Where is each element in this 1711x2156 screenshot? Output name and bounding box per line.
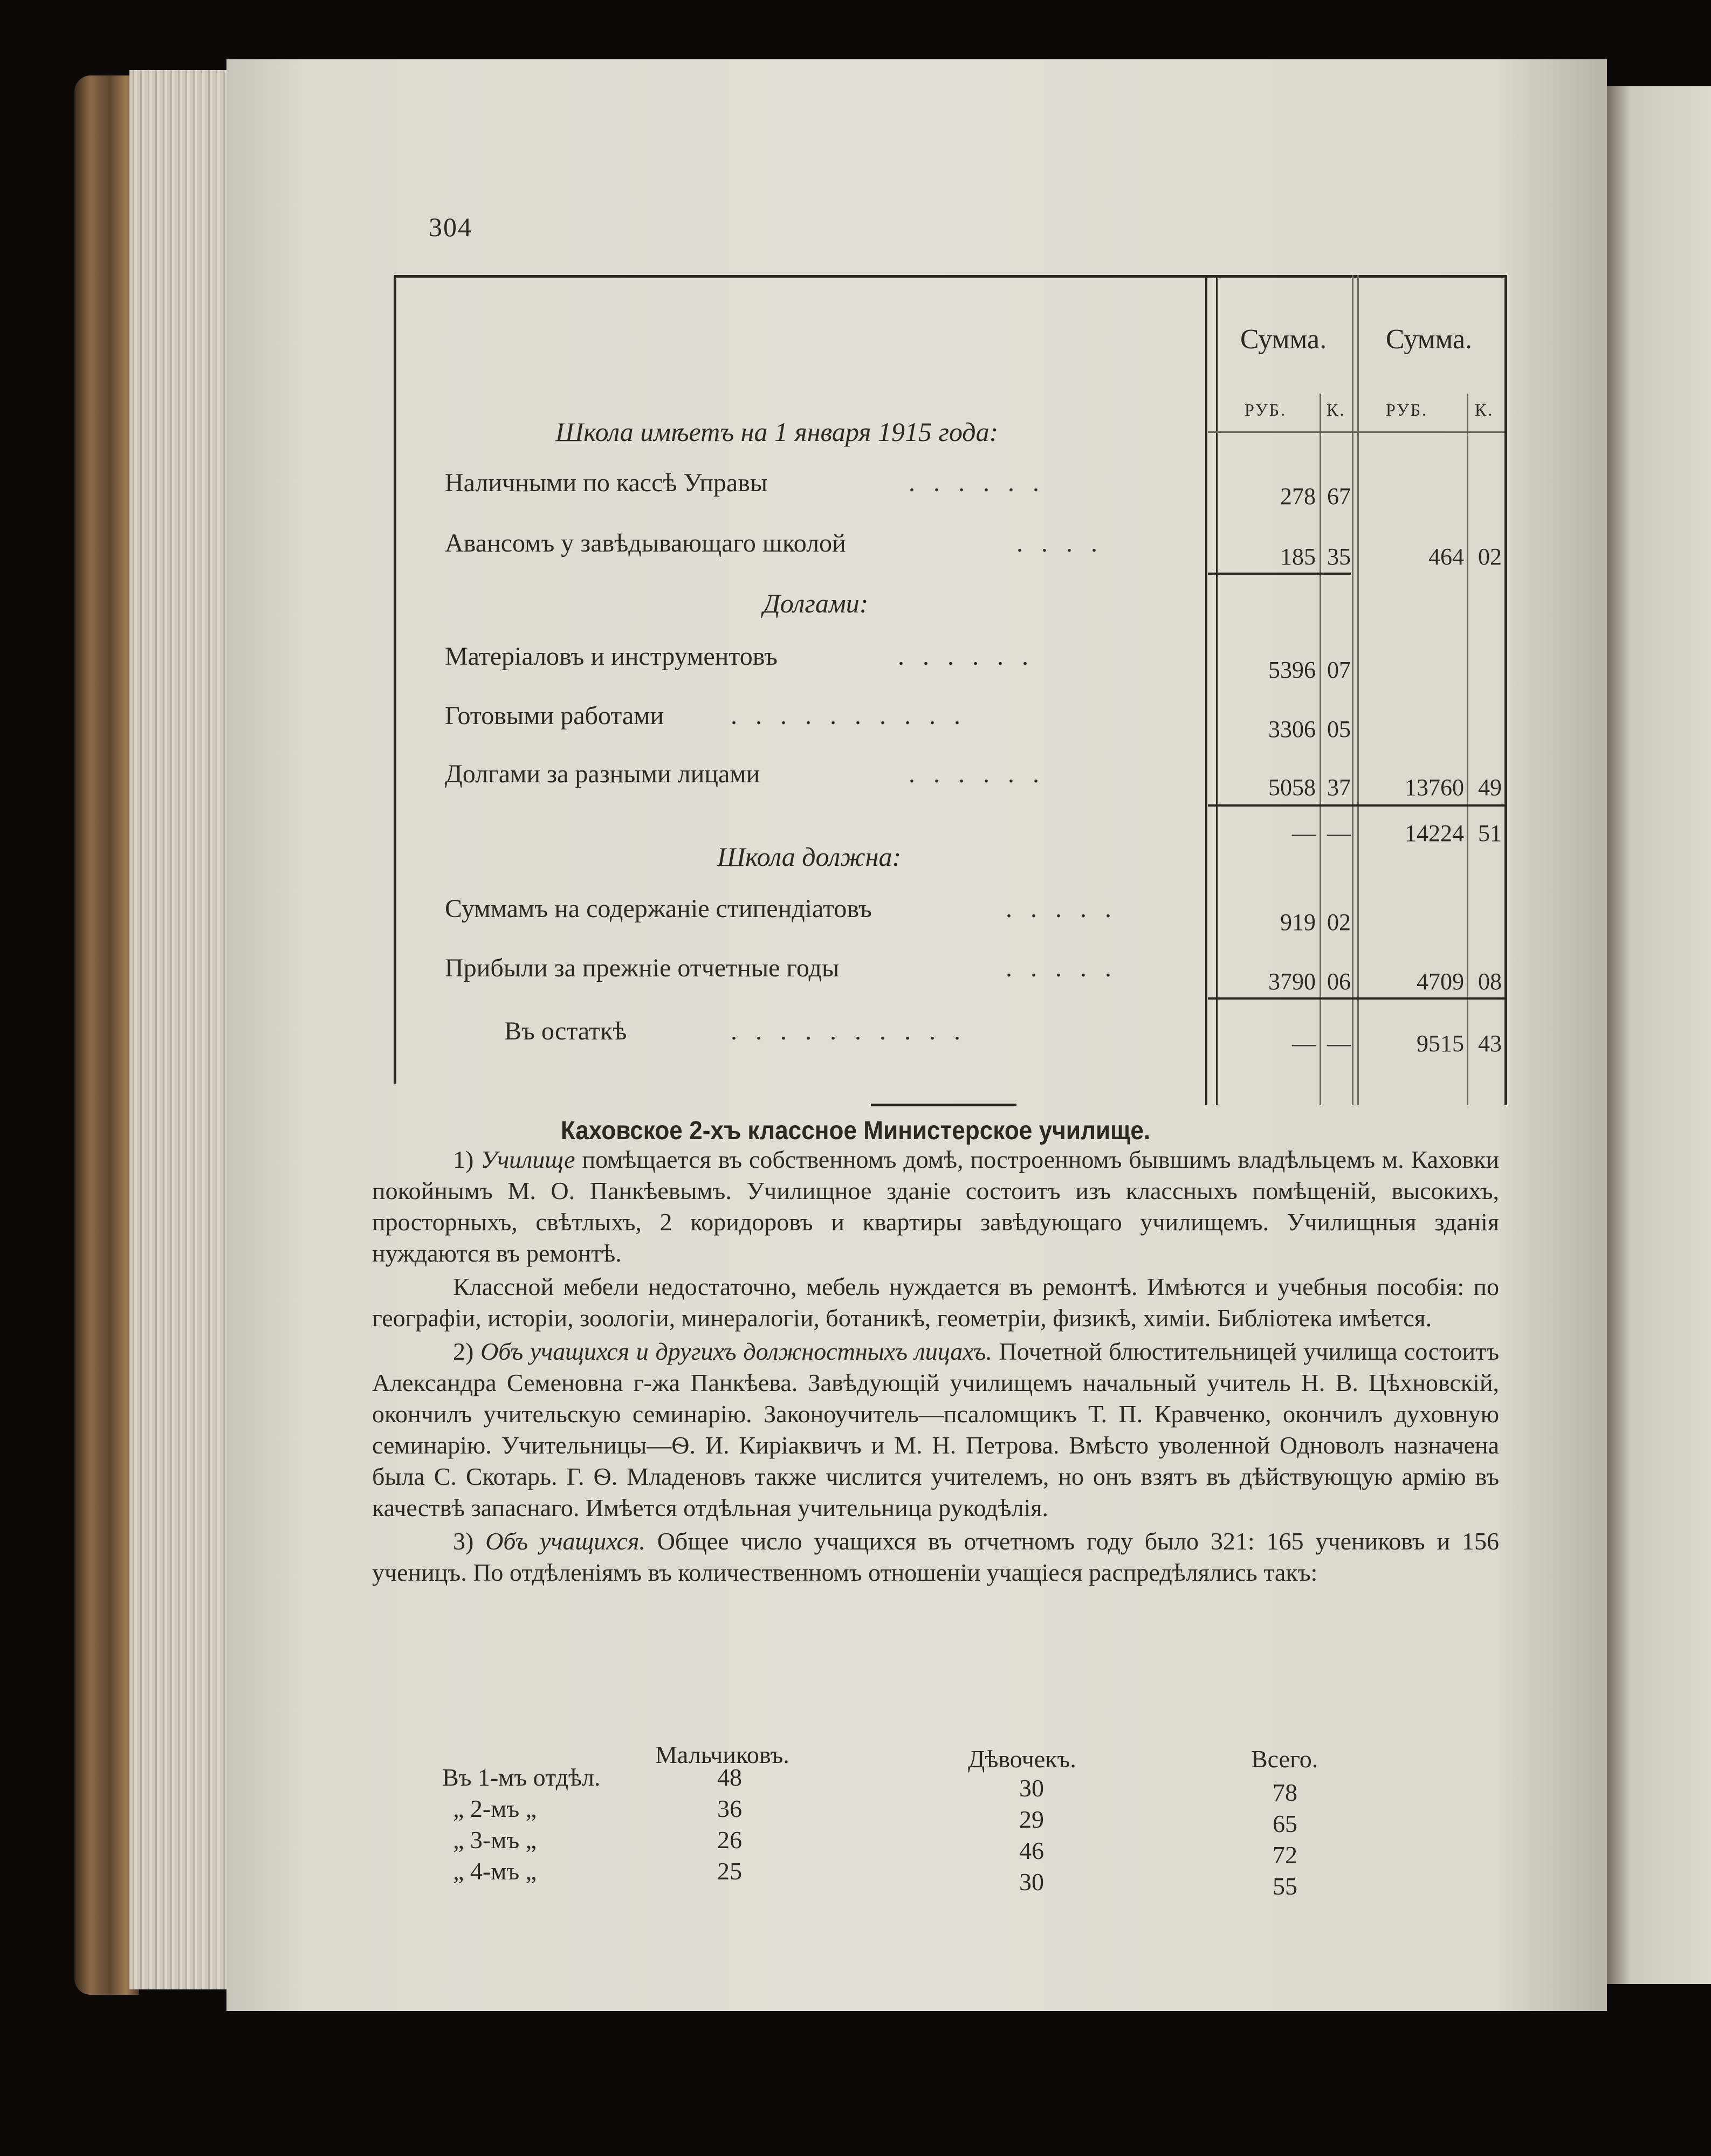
paragraph-2: Классной мебели недостаточно, мебель нуждается въ ремонтѣ. Имѣются и учебныя пособія: по географіи, исторіи, зоологіи, минералогіи, ботаникѣ, геометріи, физикѣ, химіи. Библіотека имѣется. [372, 1273, 1499, 1332]
materials-rub: 5396 [1268, 657, 1316, 683]
page-edges [129, 70, 237, 1989]
header-girls: Дѣвочекъ. [968, 1745, 1076, 1773]
cash-rub: 278 [1280, 483, 1316, 509]
page-number: 304 [429, 212, 472, 242]
header-boys: Мальчиковъ. [655, 1741, 789, 1768]
kop-subheader-2: К. [1475, 400, 1494, 419]
row-4-girls: 30 [1019, 1868, 1044, 1896]
header-total: Всего. [1251, 1745, 1318, 1773]
balance-dash-rub: — [1292, 1030, 1316, 1057]
profit-label: Прибыли за прежніе отчетные годы [445, 954, 840, 982]
profit-total-kop: 08 [1478, 968, 1502, 995]
row-4-label: „ 4-мъ „ [453, 1857, 537, 1885]
row-3-boys: 26 [717, 1826, 742, 1854]
row-3-label: „ 3-мъ „ [453, 1826, 537, 1854]
sum-total-kop: 51 [1478, 820, 1502, 846]
facing-page [1604, 86, 1711, 1984]
finance-table: Сумма. Сумма. РУБ. К. РУБ. К. Школа имѣетъ на 1 января 1915 года: Наличными по кассѣ Управы ...... 278 67 Авансомъ у завѣдывающаго школой .... 185 35 464 02 Долгами: Матеріаловъ и инструментовъ ...... 5396 07 Готовыми работами .......... 3306 05 Долгами за разными лицами ...... 5058 37 13760 49 — — 14224 51 Школа должна: Суммамъ на содержаніе стипендіатовъ ..... 919 02 Прибыли за прежніе отчетные годы ..... 3790 06 4709 08 Въ остаткѣ .......... — — 9515 43 [396, 275, 1507, 1105]
paragraph-4: 3) Объ учащихся. Общее число учащихся въ отчетномъ году было 321: 165 учениковъ и 156 ученицъ. По отдѣленіямъ въ количественномъ отношеніи учащіеся распредѣлялись такъ: [372, 1527, 1499, 1586]
sum-column-header-2: Сумма. [1385, 324, 1473, 355]
profit-rub: 3790 [1268, 968, 1316, 995]
cash-label: Наличными по кассѣ Управы [445, 469, 768, 497]
row-2-boys: 36 [717, 1795, 742, 1822]
materials-kop: 07 [1327, 657, 1351, 683]
advance-label: Авансомъ у завѣдывающаго школой [445, 529, 846, 557]
works-kop: 05 [1327, 716, 1351, 742]
rub-subheader-1: РУБ. [1245, 400, 1287, 419]
balance-total-kop: 43 [1478, 1030, 1502, 1057]
row-4-total: 55 [1273, 1872, 1297, 1900]
sum-column-header-1: Сумма. [1240, 324, 1327, 355]
advance-total-rub: 464 [1428, 543, 1464, 570]
stipend-label: Суммамъ на содержаніе стипендіатовъ [445, 894, 872, 923]
section-divider [871, 1104, 1016, 1106]
row-3-girls: 46 [1019, 1837, 1044, 1864]
paragraph-1: 1) Училище помѣщается въ собственномъ домѣ, построенномъ бывшимъ владѣльцемъ м. Каховки покойнымъ М. О. Панкѣевымъ. Училищное зданіе состоитъ изъ классныхъ помѣщеній, высокихъ, просторныхъ, свѣтлыхъ, 2 коридоровъ и квартиры завѣдующаго училищемъ. Училищныя зданія нуждаются въ ремонтѣ. [372, 1146, 1500, 1267]
row-2-total: 65 [1273, 1810, 1297, 1837]
advance-kop: 35 [1327, 543, 1351, 570]
rub-subheader-2: РУБ. [1386, 400, 1428, 419]
row-1-boys: 48 [717, 1764, 742, 1791]
kop-subheader-1: К. [1327, 400, 1346, 419]
row-3-total: 72 [1273, 1841, 1297, 1869]
row-1-total: 78 [1273, 1779, 1297, 1806]
advance-total-kop: 02 [1478, 543, 1502, 570]
row-2-girls: 29 [1019, 1806, 1044, 1833]
persons-label: Долгами за разными лицами [445, 760, 760, 788]
stipend-rub: 919 [1280, 909, 1316, 935]
cash-kop: 67 [1327, 483, 1351, 509]
balance-dash-kop: — [1327, 1030, 1351, 1057]
stipend-kop: 02 [1327, 909, 1351, 935]
persons-total-kop: 49 [1478, 774, 1502, 801]
row-2-label: „ 2-мъ „ [453, 1795, 537, 1822]
paragraph-4-italic: Объ учащихся. [485, 1527, 645, 1555]
paragraph-1-italic: Училище [480, 1146, 575, 1173]
balance-total-rub: 9515 [1417, 1030, 1464, 1057]
sum-dash-kop: — [1327, 820, 1351, 846]
row-1-girls: 30 [1019, 1774, 1044, 1802]
profit-total-rub: 4709 [1417, 968, 1464, 995]
persons-kop: 37 [1327, 774, 1351, 801]
works-rub: 3306 [1268, 716, 1316, 742]
paragraph-3: 2) Объ учащихся и другихъ должностныхъ лицахъ. Почетной блюстительницей училища состоитъ Александра Семеновна г-жа Панкѣева. Завѣдующій училищемъ начальный учитель Н. В. Цѣхновскій, окончилъ учительскую семинарію. Законоучитель—псаломщикъ Т. П. Кравченко, окончилъ духовную семинарію. Учительницы—Ѳ. И. Киріаквичъ и М. Н. Петрова. Вмѣсто уволенной Одноволъ назначена была С. Скотарь. Г. Ѳ. Младеновъ также числится учителемъ, но онъ взятъ въ дѣйствующую армію въ качествѣ запаснаго. Имѣется отдѣльная учительница рукодѣлія. [372, 1338, 1499, 1521]
paragraph-3-italic: Объ учащихся и другихъ должностныхъ лицахъ. [480, 1338, 992, 1365]
materials-label: Матеріаловъ и инструментовъ [445, 642, 778, 671]
owes-heading: Школа должна: [717, 842, 902, 872]
sum-total-rub: 14224 [1405, 820, 1464, 846]
persons-rub: 5058 [1268, 774, 1316, 801]
row-1-label: Въ 1-мъ отдѣл. [442, 1764, 601, 1791]
advance-rub: 185 [1280, 543, 1316, 570]
works-label: Готовыми работами [445, 701, 664, 730]
balance-label: Въ остаткѣ [504, 1017, 627, 1045]
persons-total-rub: 13760 [1405, 774, 1464, 801]
row-4-boys: 25 [717, 1857, 742, 1885]
section-title: Каховское 2-хъ классное Министерское училище. [560, 1117, 1151, 1145]
profit-kop: 06 [1327, 968, 1351, 995]
debts-heading: Долгами: [763, 588, 869, 618]
sum-dash-rub: — [1292, 820, 1316, 846]
assets-heading: Школа имѣетъ на 1 января 1915 года: [555, 417, 999, 447]
body-text [372, 1144, 1499, 1588]
